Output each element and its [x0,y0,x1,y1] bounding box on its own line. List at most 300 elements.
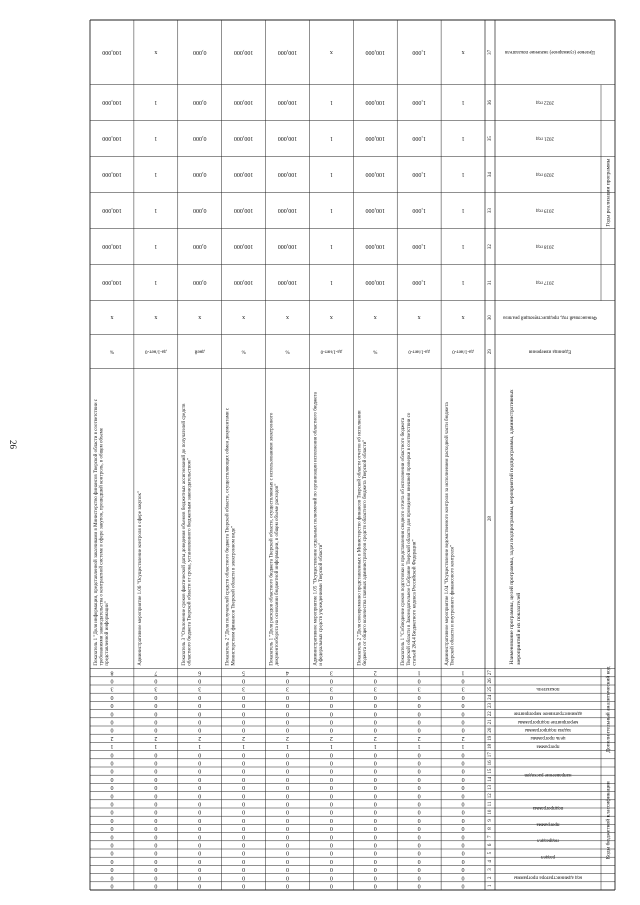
code-cell: 0 [242,825,246,832]
code-cell: 2 [242,734,246,741]
code-cell: 0 [154,751,158,758]
code-cell: 0 [417,800,421,807]
code-cell: 0 [417,677,421,684]
code-cell: 0 [329,816,333,823]
code-cell: 0 [461,718,465,725]
code-cell: 0 [461,710,465,717]
row-unit: % [373,348,378,354]
row-value: 100,000 [233,243,254,250]
code-cell: 0 [242,677,246,684]
code-cell: 2 [110,734,114,741]
code-cell: 0 [329,849,333,856]
code-cell: 0 [461,833,465,840]
code-cell: 0 [198,693,202,700]
code-cell: 1 [242,743,246,750]
code-cell: 0 [286,751,289,758]
column-number: 10 [488,809,494,815]
code-cell: 0 [286,693,289,700]
column-header-unit: Единица измерения [528,348,572,354]
row-value: 100,000 [365,243,386,250]
code-cell: 0 [417,841,421,848]
code-cell: 2 [198,734,202,741]
code-cell: 0 [110,808,114,815]
code-cell: 0 [417,816,421,823]
code-cell: 0 [242,710,246,717]
code-cell: 0 [417,857,421,864]
code-cell: 0 [110,775,114,782]
row-value: 1 [154,99,158,106]
code-cell: 0 [329,800,333,807]
code-cell: 0 [242,816,246,823]
code-cell: 0 [373,718,377,725]
code-cell: 0 [198,866,202,873]
code-cell: 0 [154,767,158,774]
code-cell: 0 [198,702,202,709]
code-cell: 0 [242,808,246,815]
code-cell: 0 [154,718,158,725]
row-value: 1,000 [412,279,426,286]
column-header-subprogram: подпрограмма [532,804,564,810]
row-value: 100,000 [233,207,254,214]
column-header-admin_code: код администратора программы [513,874,583,880]
code-cell: 3 [461,685,465,692]
code-cell: 0 [417,833,421,840]
code-cell: 0 [461,882,465,889]
column-number: 33 [488,208,494,214]
code-cell: 3 [110,685,114,692]
row-unit: дней [194,348,205,354]
code-cell: 0 [198,874,202,881]
code-cell: 0 [329,784,333,791]
row-final: х [154,48,158,55]
column-number: 22 [488,711,494,717]
code-cell: 0 [286,800,289,807]
group-header-years: Годы реализации программы [605,158,612,227]
row-unit: да-1/нет-0 [320,348,343,354]
code-cell: 0 [329,857,333,864]
code-cell: 0 [373,726,377,733]
row-value: 100,000 [365,279,386,286]
row-value: 100,000 [102,99,122,106]
code-cell: 0 [373,841,377,848]
row-final: х [461,48,465,55]
column-header-y2021: 2021 год [535,135,555,141]
column-header-indicator: показатель [536,685,560,691]
code-cell: 0 [461,677,465,684]
code-cell: 1 [154,743,158,750]
row-value: 1 [154,207,158,214]
column-header-name: Наименование программы, целей программы, задач подпрограммы, мероприятий подпрограммы, административныхмероприятий и их показателей [509,389,522,665]
code-cell: 0 [198,841,202,848]
row-value: 1 [329,135,333,142]
code-cell: 1 [417,743,421,750]
code-cell: 0 [286,759,289,766]
column-number: 11 [488,801,494,807]
code-cell: 0 [110,710,114,717]
code-cell: 0 [286,841,289,848]
column-number: 32 [488,244,494,250]
code-cell: 0 [329,710,333,717]
code-cell: 0 [373,808,377,815]
code-cell: 0 [198,767,202,774]
code-cell: 0 [329,677,333,684]
code-cell: 0 [110,718,114,725]
code-cell: 0 [329,775,333,782]
row-value: 1 [329,279,333,286]
code-cell: 2 [286,734,289,741]
code-cell: 0 [461,784,465,791]
column-header-purpose: цель программы [530,735,566,741]
code-cell: 3 [417,685,421,692]
column-number: 19 [488,735,494,741]
row-name: Административное мероприятие 1.05 "Осуществление отдельных полномочий по организации исполнения областного бюджетаи федеральных средств учреждениями Тверской области" [313,392,325,666]
row-value: 0,000 [192,279,207,286]
code-cell: 0 [373,882,377,889]
code-cell: 0 [329,874,333,881]
code-cell: 3 [242,685,246,692]
code-cell: 0 [461,857,465,864]
row-value: 1,000 [412,171,426,178]
code-cell: 1 [110,743,114,750]
code-cell: 0 [461,792,465,799]
code-cell: 0 [461,693,465,700]
row-value: 1,000 [412,135,426,142]
code-cell: 0 [329,833,333,840]
code-cell: 1 [417,669,421,676]
row-value: 1 [329,207,333,214]
code-cell: 0 [461,816,465,823]
row-final: 100,000 [277,48,298,55]
row-value: 1,000 [412,207,426,214]
code-cell: 7 [154,669,158,676]
column-header-y2020: 2020 год [535,171,555,177]
column-header-event: мероприятие подпрограммы [517,718,579,724]
code-cell: 3 [154,685,158,692]
row-value: 1 [154,279,158,286]
code-cell: 0 [329,759,333,766]
row-final: 1,000 [412,48,426,55]
code-cell: 0 [417,849,421,856]
row-base: х [373,314,377,321]
row-value: 100,000 [277,279,298,286]
code-cell: 0 [286,792,289,799]
code-cell: 0 [242,849,246,856]
row-value: 1 [154,243,158,250]
code-cell: 0 [154,726,158,733]
group-header-budget: Коды бюджетной классификации [605,781,612,860]
code-cell: 0 [242,792,246,799]
code-cell: 0 [329,718,333,725]
row-value: 0,000 [192,243,207,250]
row-value: 1,000 [412,243,426,250]
row-unit: % [109,348,115,354]
code-cell: 0 [417,874,421,881]
row-value: 100,000 [277,171,298,178]
column-number: 8 [488,827,494,830]
code-cell: 0 [286,849,289,856]
code-cell: 0 [110,677,114,684]
row-value: 0,000 [192,207,207,214]
code-cell: 1 [329,743,333,750]
code-cell: 0 [242,775,246,782]
row-base: х [286,314,289,321]
code-cell: 0 [198,882,202,889]
code-cell: 0 [110,849,114,856]
code-cell: 0 [242,693,246,700]
column-number: 4 [488,860,494,863]
code-cell: 0 [286,784,289,791]
column-number: 29 [488,349,494,355]
code-cell: 1 [373,743,377,750]
row-value: 100,000 [102,207,122,214]
code-cell: 0 [461,808,465,815]
code-cell: 0 [198,759,202,766]
row-final: х [329,48,333,55]
code-cell: 0 [198,726,202,733]
column-number: 17 [488,752,494,758]
code-cell: 0 [461,841,465,848]
code-cell: 0 [242,874,246,881]
code-cell: 0 [329,866,333,873]
row-name: Административное мероприятие 1.06 "Осуществление контроля в сфере закупок" [137,491,143,666]
row-value: 1,000 [412,99,426,106]
code-cell: 3 [329,669,333,676]
column-number: 26 [488,678,494,684]
code-cell: 5 [242,669,246,676]
code-cell: 0 [373,775,377,782]
code-cell: 0 [329,693,333,700]
code-cell: 3 [198,685,202,692]
code-cell: 0 [198,849,202,856]
code-cell: 2 [461,734,465,741]
row-value: 1 [461,171,465,178]
code-cell: 0 [417,759,421,766]
code-cell: 0 [242,800,246,807]
row-value: 1 [329,243,333,250]
row-value: 1 [329,99,333,106]
row-name: Административное мероприятие 1.04 "Осуществление ведомственного контроля за исполнением расходной части бюджетаТверской области и внутреннего финансового контроля" [445,402,456,666]
code-cell: 0 [286,710,289,717]
column-header-y2022: 2022 год [535,99,555,105]
code-cell: 0 [373,800,377,807]
code-cell: 0 [417,882,421,889]
code-cell: 2 [154,734,158,741]
code-cell: 0 [154,857,158,864]
code-cell: 0 [417,767,421,774]
row-value: 100,000 [102,243,122,250]
code-cell: 0 [110,759,114,766]
code-cell: 2 [329,734,333,741]
code-cell: 0 [417,702,421,709]
row-base: х [242,314,246,321]
code-cell: 3 [329,685,333,692]
code-cell: 0 [198,833,202,840]
code-cell: 0 [154,808,158,815]
row-base: х [198,314,202,321]
code-cell: 1 [461,743,465,750]
row-unit: да-1/нет-0 [408,348,430,354]
code-cell: 0 [329,792,333,799]
code-cell: 0 [329,767,333,774]
code-cell: 0 [373,816,377,823]
column-number: 20 [488,727,494,733]
row-value: 0,000 [192,99,207,106]
code-cell: 0 [154,792,158,799]
code-cell: 0 [286,767,289,774]
code-cell: 0 [417,825,421,832]
column-number: 5 [488,851,494,855]
column-number: 1 [488,884,494,888]
code-cell: 0 [242,866,246,873]
code-cell: 1 [461,669,465,676]
column-number: 9 [488,819,494,822]
code-cell: 2 [373,734,377,741]
code-cell: 0 [154,710,158,717]
row-value: 1 [329,171,333,178]
code-cell: 2 [373,669,377,676]
code-cell: 0 [417,775,421,782]
code-cell: 0 [329,702,333,709]
code-cell: 0 [110,866,114,873]
code-cell: 0 [198,857,202,864]
row-base: х [329,314,333,321]
code-cell: 0 [373,825,377,832]
code-cell: 0 [242,751,246,758]
column-header-direction: направление расходов [524,772,572,778]
column-number: 12 [488,793,494,799]
column-header-program: программа [536,743,560,749]
row-name: Показатель 3 "Отклонение сроков фактической даты доведения объемов бюджетных ассигнований до получателей средствобластного бюджета Тверской области от срока, установленного бюджетным законодательством" [181,403,193,666]
row-value: 1 [154,135,158,142]
column-number: 25 [488,686,494,692]
row-value: 100,000 [233,135,254,142]
row-value: 100,000 [277,207,298,214]
code-cell: 0 [242,882,246,889]
row-base: х [417,314,421,321]
row-base: х [461,314,465,321]
column-number: 23 [488,703,494,708]
code-cell: 0 [154,849,158,856]
code-cell: 0 [373,767,377,774]
code-cell: 0 [198,825,202,832]
code-cell: 3 [286,685,289,692]
code-cell: 0 [373,849,377,856]
row-name: Показатель 1 "Доля информации, представленной заказчиками в Министерство финансов Тверской области в соответствии стребованиями законодательства о контрактной системе в сфере закупок, прошедшей контроль, в общем объемепредставленной информации" [94,399,111,666]
row-unit: % [241,348,246,354]
code-cell: 0 [154,816,158,823]
column-number: 16 [488,760,494,766]
code-cell: 0 [373,792,377,799]
column-number: 15 [488,768,494,774]
column-number: 31 [488,280,494,286]
code-cell: 0 [110,882,114,889]
code-cell: 0 [461,800,465,807]
code-cell: 0 [242,784,246,791]
code-cell: 0 [198,775,202,782]
code-cell: 0 [286,857,289,864]
row-name: Показатель 1 "Соблюдение сроков подготовки и представления сводного отчета об исполнении областного бюджетаТверской области в Законодательное Собрание Тверской области для проведения внешней проверки в соответствии состатьей 264.4 Бюджетного кодекса Российской Федерации" [401,412,418,666]
code-cell: 0 [373,857,377,864]
row-name: Показатель 2 "Доля своевременно представленных в Министерство финансов Тверской области отчетов об исполнениибюджета от общего количества главных администраторов средств областного бюджета Тверской области" [357,410,368,666]
code-cell: 0 [373,710,377,717]
code-cell: 0 [154,825,158,832]
column-header-y2019: 2019 год [535,207,555,213]
code-cell: 0 [286,808,289,815]
row-value: 0,000 [192,171,207,178]
code-cell: 0 [198,800,202,807]
code-cell: 0 [373,874,377,881]
row-value: 100,000 [365,207,386,214]
row-value: 100,000 [365,171,386,178]
page-number: 26 [8,440,18,449]
code-cell: 0 [198,710,202,717]
code-cell: 0 [417,784,421,791]
code-cell: 0 [373,833,377,840]
code-cell: 0 [110,726,114,733]
code-cell: 0 [154,784,158,791]
code-cell: 0 [286,866,289,873]
row-value: 1 [461,207,465,214]
code-cell: 0 [417,808,421,815]
code-cell: 0 [461,849,465,856]
row-value: 1 [461,135,465,142]
code-cell: 0 [286,718,289,725]
code-cell: 0 [110,792,114,799]
code-cell: 0 [373,677,377,684]
code-cell: 1 [286,743,289,750]
column-number: 18 [488,744,494,749]
code-cell: 0 [373,784,377,791]
code-cell: 0 [154,800,158,807]
code-cell: 0 [242,726,246,733]
code-cell: 6 [198,669,202,676]
row-value: 100,000 [365,99,386,106]
group-header-additional: Дополнительный аналитический код [605,666,612,753]
code-cell: 0 [110,800,114,807]
row-value: 100,000 [233,171,254,178]
column-number: 30 [488,315,494,321]
row-unit: % [285,348,290,354]
code-cell: 0 [286,775,289,782]
row-value: 100,000 [102,171,122,178]
code-cell: 0 [286,833,289,840]
code-cell: 0 [461,775,465,782]
code-cell: 0 [417,718,421,725]
column-number: 21 [488,719,494,725]
code-cell: 8 [110,669,114,676]
row-value: 100,000 [277,135,298,142]
code-cell: 0 [329,808,333,815]
code-cell: 0 [242,759,246,766]
code-cell: 0 [154,759,158,766]
code-cell: 0 [373,702,377,709]
code-cell: 1 [198,743,202,750]
code-cell: 0 [154,874,158,881]
code-cell: 0 [329,751,333,758]
code-cell: 0 [461,726,465,733]
row-value: 1 [461,279,465,286]
row-unit: да-1/нет-0 [145,348,167,354]
code-cell: 0 [286,702,289,709]
row-name: Показатель 2 "Доля получателей средств областного бюджета Тверской области, осуществляющих обмен документами сМинистерством финансов Тверской области в электронном виде" [225,407,237,666]
column-header-subsection: подраздел [537,837,559,843]
code-cell: 0 [329,841,333,848]
column-number: 14 [488,776,494,782]
code-cell: 0 [110,702,114,709]
column-number: 24 [488,694,494,700]
code-cell: 0 [242,833,246,840]
row-value: 100,000 [233,99,254,106]
